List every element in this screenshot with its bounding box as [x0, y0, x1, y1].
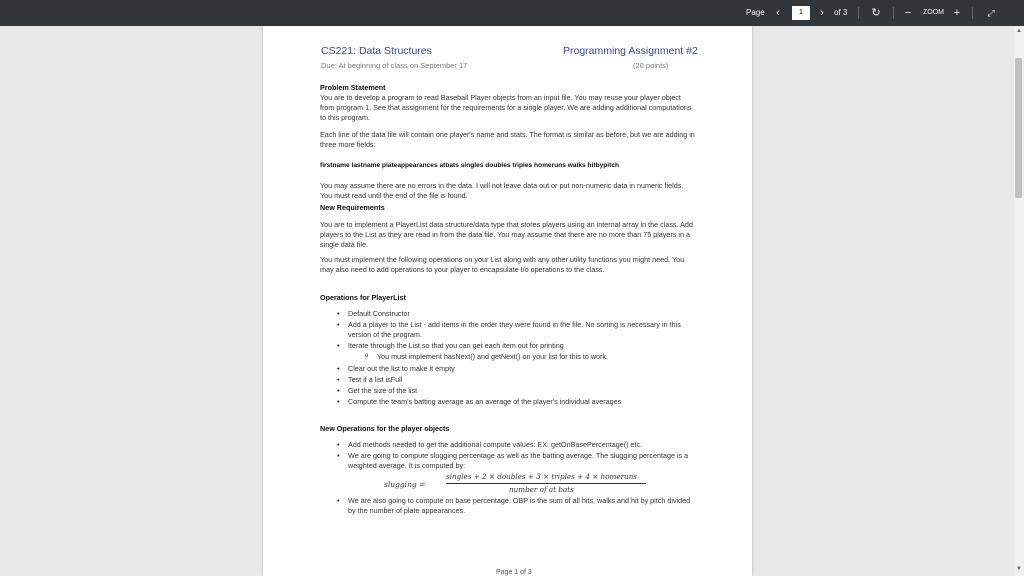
bullet: •: [337, 364, 340, 373]
list-item: You must implement hasNext() and getNext() on your list for this to work.: [377, 352, 609, 361]
paragraph: You must implement the following operations on your List along with any other utility functions you might need. You may also need to add operations to your player to encapsulate I/o operations to the class.: [320, 255, 685, 274]
scroll-down-icon[interactable]: ▼: [1016, 566, 1022, 572]
formula-denominator: number of at bats: [509, 485, 574, 494]
list-item: Default Constructor: [348, 309, 410, 318]
list-item: Add methods needed to get the additional compute values: EX: getOnBasePercentage() etc.: [348, 440, 643, 449]
page-number: Page 1 of 3: [496, 569, 532, 576]
toolbar-divider: [972, 7, 973, 19]
bullet: •: [337, 386, 340, 395]
bullet: •: [337, 341, 340, 350]
scrollbar-thumb[interactable]: [1015, 58, 1022, 198]
prev-page-icon[interactable]: ‹: [776, 7, 780, 19]
zoom-in-icon[interactable]: +: [953, 7, 961, 19]
paragraph: You are to implement a PlayerList data structure/data type that stores players using an internal array in the class. Add players to the List as they are read in from the data file. You may assume that there are no more than 75 players in a single data file.: [320, 220, 693, 249]
course-title: CS221: Data Structures: [321, 45, 432, 57]
list-item: Test if a list isFull: [348, 375, 403, 384]
pdf-toolbar: [0, 0, 1024, 26]
document-page: [263, 26, 752, 576]
page-number-input[interactable]: 1: [792, 6, 810, 20]
bullet: •: [337, 320, 340, 329]
toolbar-divider: [858, 7, 859, 19]
list-item: Get the size of the list: [348, 386, 418, 395]
formula-label: slugging =: [384, 480, 426, 489]
paragraph: Each line of the data file will contain one player's name and stats. The format is similar as before, but we are adding in three more fields:: [320, 130, 695, 149]
zoom-out-icon[interactable]: −: [904, 7, 912, 19]
player-ops-heading: New Operations for the player objects: [320, 424, 450, 433]
paragraph: You may assume there are no errors in the data. I will not leave data out or put non-numeric data in numeric fields. You must read until the end of the file is found.: [320, 181, 684, 200]
list-item: Clear out the list to make it empty: [348, 364, 455, 373]
new-requirements-heading: New Requirements: [320, 203, 385, 212]
document-viewer[interactable]: [0, 26, 1024, 576]
fraction-bar: [446, 483, 646, 484]
sub-bullet: o: [365, 353, 369, 359]
bullet: •: [337, 309, 340, 318]
paragraph: You are to develop a program to read Baseball Player objects from an input file. You may reuse your player object from program 1. See that assignment for the requirements for a single player. We are adding additional computations to this program.: [320, 93, 692, 122]
page-count-label: of 3: [834, 8, 848, 17]
fullscreen-icon[interactable]: ⤢: [987, 8, 995, 18]
list-item: We are also going to compute on base percentage. OBP is the sum of all hits, walks and hit by pitch divided by the number of plate appearances.: [348, 496, 691, 515]
scroll-up-icon[interactable]: ▲: [1016, 28, 1022, 34]
bullet: •: [337, 397, 340, 406]
zoom-label: ZOOM: [923, 9, 944, 16]
list-item: We are going to compute slugging percentage as well as the batting average. The slugging percentage is a weighted average. It is computed by:: [348, 451, 689, 470]
bullet: •: [337, 451, 340, 460]
rotate-icon[interactable]: ↻: [871, 7, 881, 19]
problem-heading: Problem Statement: [320, 83, 386, 92]
list-item: Iterate through the List so that you can get each item out for printing: [348, 341, 564, 350]
bullet: •: [337, 496, 340, 505]
toolbar-divider: [893, 7, 894, 19]
points: (20 points): [633, 61, 669, 70]
due-date: Due: At beginning of class on September 17: [321, 61, 468, 70]
format-line: firstname lastname plateappearances atbats singles doubles triples homeruns walks hitbypitch: [320, 162, 620, 169]
formula-numerator: singles + 2 × doubles + 3 × triples + 4 × homeruns: [446, 472, 637, 481]
next-page-icon[interactable]: ›: [820, 7, 824, 19]
assignment-title: Programming Assignment #2: [563, 45, 698, 57]
bullet: •: [337, 375, 340, 384]
bullet: •: [337, 440, 340, 449]
list-item: Add a player to the List - add items in the order they were found in the file. No sorting is necessary in this version of the program.: [348, 320, 681, 339]
list-item: Compute the team's batting average as an average of the player's individual averages: [348, 397, 622, 406]
operations-heading: Operations for PlayerList: [320, 293, 406, 302]
page-label: Page: [746, 8, 765, 17]
